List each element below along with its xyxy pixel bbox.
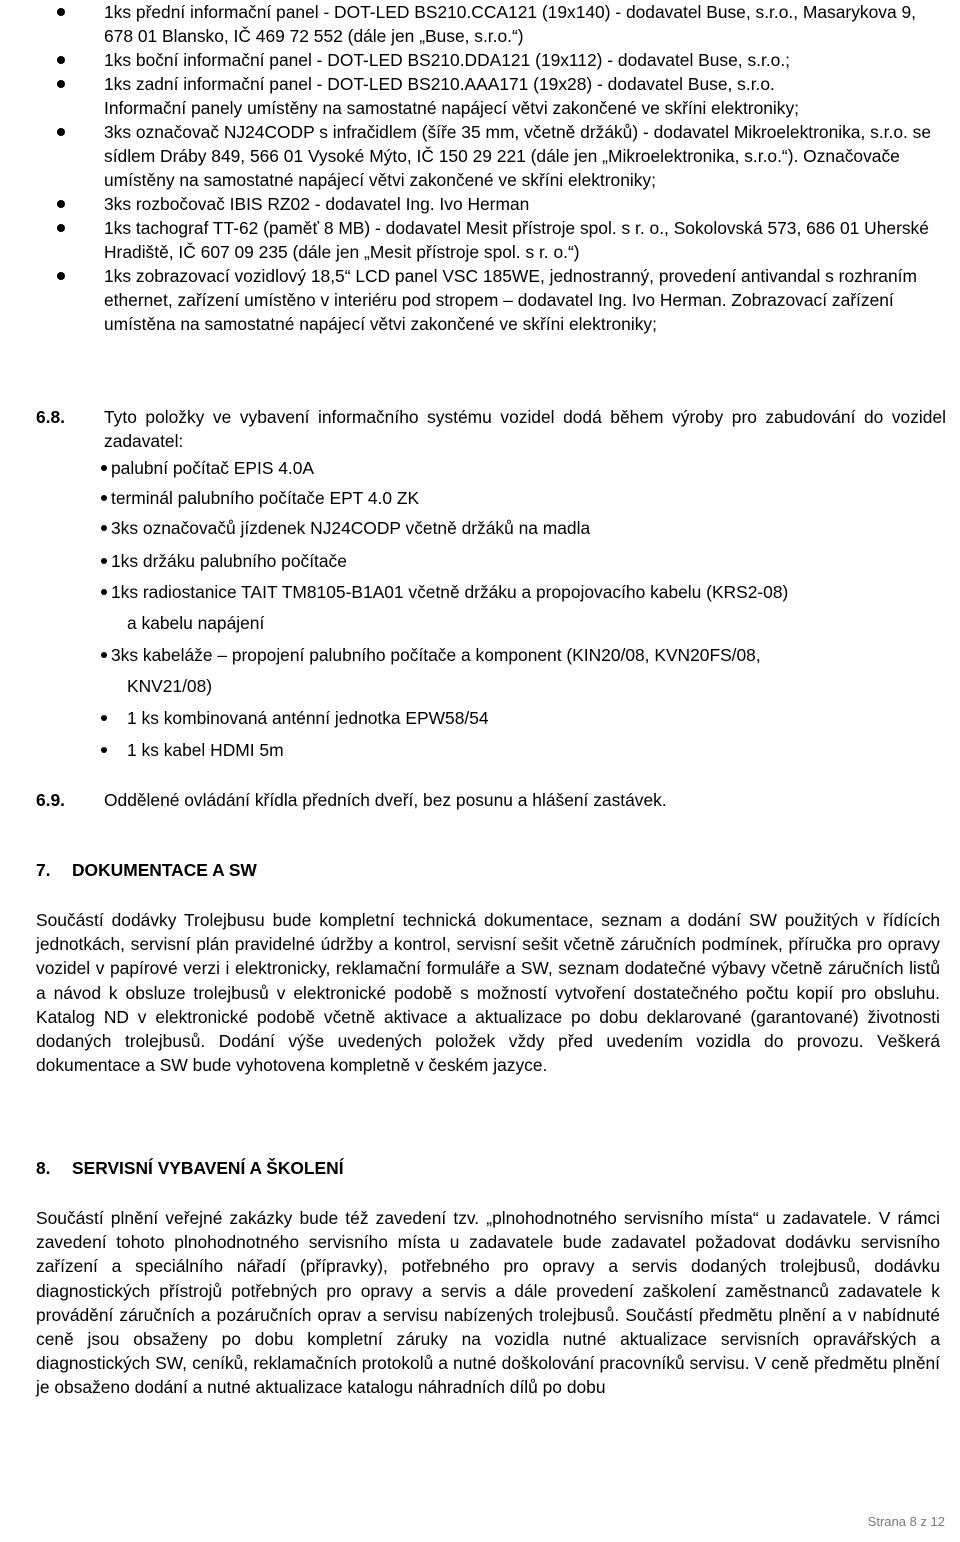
list-item-text: 3ks označovačů jízdenek NJ24CODP včetně držáků na madla [111, 518, 591, 538]
list-item-text: palubní počítač EPIS 4.0A [111, 458, 315, 478]
list-item-continuation: KNV21/08) [127, 676, 213, 696]
section-8-heading [36, 1156, 936, 1180]
section-6-9-heading [36, 788, 946, 812]
section-title: DOKUMENTACE A SW [72, 860, 257, 880]
section-number: 8. [36, 1158, 51, 1178]
list-item-continuation: a kabelu napájení [127, 613, 265, 633]
list-item-text: terminál palubního počítače EPT 4.0 ZK [111, 488, 420, 508]
list-item [103, 486, 943, 516]
page-number: Strana 8 z 12 [867, 1514, 945, 1529]
list-item [103, 580, 943, 643]
list-item-text: 1ks radiostanice TAIT TM8105-B1A01 včetně držáku a propojovacího kabelu (KRS2-08) [111, 582, 789, 602]
list-item [103, 516, 943, 549]
list-item: 3ks rozbočovač IBIS RZ02 - dodavatel Ing. Ivo Herman [57, 192, 947, 216]
section-6-8-heading [36, 405, 946, 453]
list-item: 1ks tachograf TT-62 (paměť 8 MB) - dodavatel Mesit přístroje spol. s r. o., Sokolovská 573, 686 01 Uherské Hradiště, IČ 607 09 235 (dále jen „Mesit přístroje spol. s r. o.“) [57, 216, 947, 264]
list-item: 1ks přední informační panel - DOT-LED BS210.CCA121 (19x140) - dodavatel Buse, s.r.o., Masarykova 9, 678 01 Blansko, IČ 469 72 552 (dále jen „Buse, s.r.o.“) [57, 0, 947, 48]
list-item [103, 456, 943, 486]
section-number: 6.8. [36, 407, 66, 427]
section-number: 6.9. [36, 790, 66, 810]
section-title: SERVISNÍ VYBAVENÍ A ŠKOLENÍ [72, 1158, 344, 1178]
section-7-heading [36, 858, 936, 882]
section-text: Tyto položky ve vybavení informačního systému vozidel dodá během výroby pro zabudování do vozidel zadavatel: [104, 407, 946, 451]
list-item [103, 643, 943, 706]
list-item: 1ks zobrazovací vozidlový 18,5“ LCD panel VSC 185WE, jednostranný, provedení antivandal s rozhraním ethernet, zařízení umístěno v interiéru pod stropem – dodavatel Ing. Ivo Herman. Zobrazovací zařízení umístěna na samostatné napájecí větvi zakončené ve skříni elektroniky; [57, 264, 947, 336]
list-item-text: 1ks držáku palubního počítače [111, 551, 347, 571]
list-item-text: 1 ks kabel HDMI 5m [127, 740, 284, 760]
list-item [103, 738, 943, 768]
section-7-paragraph: Součástí dodávky Trolejbusu bude kompletní technická dokumentace, seznam a dodání SW použitých v řídících jednotkách, servisní plán pravidelné údržby a kontrol, servisní sešit včetně záručních podmínek, příručka pro opravy vozidel v papírové verzi i elektronicky, reklamační formuláře a SW, seznam dodatečné výbavy včetně záručních listů a návod k obsluze trolejbusů v elektronické podobě s možností vytvoření dostatečného počtu kopií pro obsluhu. Katalog ND v elektronické podobě včetně aktivace a aktualizace po dobu deklarované (garantované) životnosti dodaných trolejbusů. Dodání výše uvedených položek vždy před uvedením vozidla do provozu. Veškerá dokumentace a SW bude vyhotovena kompletně v českém jazyce. [36, 910, 940, 1076]
section-number: 7. [36, 860, 51, 880]
section-6-8-list [103, 456, 943, 768]
section-text: Oddělené ovládání křídla předních dveří, bez posunu a hlášení zastávek. [104, 790, 667, 810]
list-item [103, 706, 943, 738]
list-item: 1ks zadní informační panel - DOT-LED BS210.AAA171 (19x28) - dodavatel Buse, s.r.o. [57, 72, 947, 96]
list-item-text: 1 ks kombinovaná anténní jednotka EPW58/54 [127, 708, 489, 728]
list-item: 1ks boční informační panel - DOT-LED BS210.DDA121 (19x112) - dodavatel Buse, s.r.o.; [57, 48, 947, 72]
list-item: 3ks označovač NJ24CODP s infračidlem (šíře 35 mm, včetně držáků) - dodavatel Mikroelektronika, s.r.o. se sídlem Dráby 849, 566 01 Vysoké Mýto, IČ 150 29 221 (dále jen „Mikroelektronika, s.r.o.“). Označovače umístěny na samostatné napájecí větvi zakončené ve skříni elektroniky; [57, 120, 947, 192]
list-item [103, 549, 943, 580]
section-8-paragraph: Součástí plnění veřejné zakázky bude též zavedení tzv. „plnohodnotného servisního místa“ u zadavatele. V rámci zavedení tohoto plnohodnotného servisního místa u zadavatele bude zadavatel požadovat dodávku servisního zařízení a speciálního nářadí (přípravky), potřebného pro opravy a servis dodaných trolejbusů, dodávku diagnostických přístrojů potřebných pro opravy a servis a dále provedení zaškolení zaměstnanců zadavatele k provádění záručních a pozáručních oprav a servisu nabízených trolejbusů. Součástí předmětu plnění a v nabídnuté ceně jsou obsaženy po dobu kompletní záruky na vozidla nutné aktualizace servisních opravářských a diagnostických SW, ceníků, reklamačních protokolů a nutné doškolování pracovníků servisu. V ceně předmětu plnění je obsaženo dodání a nutné aktualizace katalogu náhradních dílů po dobu [36, 1208, 940, 1398]
list-item-text: 3ks kabeláže – propojení palubního počítače a komponent (KIN20/08, KVN20FS/08, [111, 645, 761, 665]
list-item-note: Informační panely umístěny na samostatné napájecí větvi zakončené ve skříni elektroniky; [104, 98, 800, 118]
supplier-items-list [57, 0, 947, 336]
